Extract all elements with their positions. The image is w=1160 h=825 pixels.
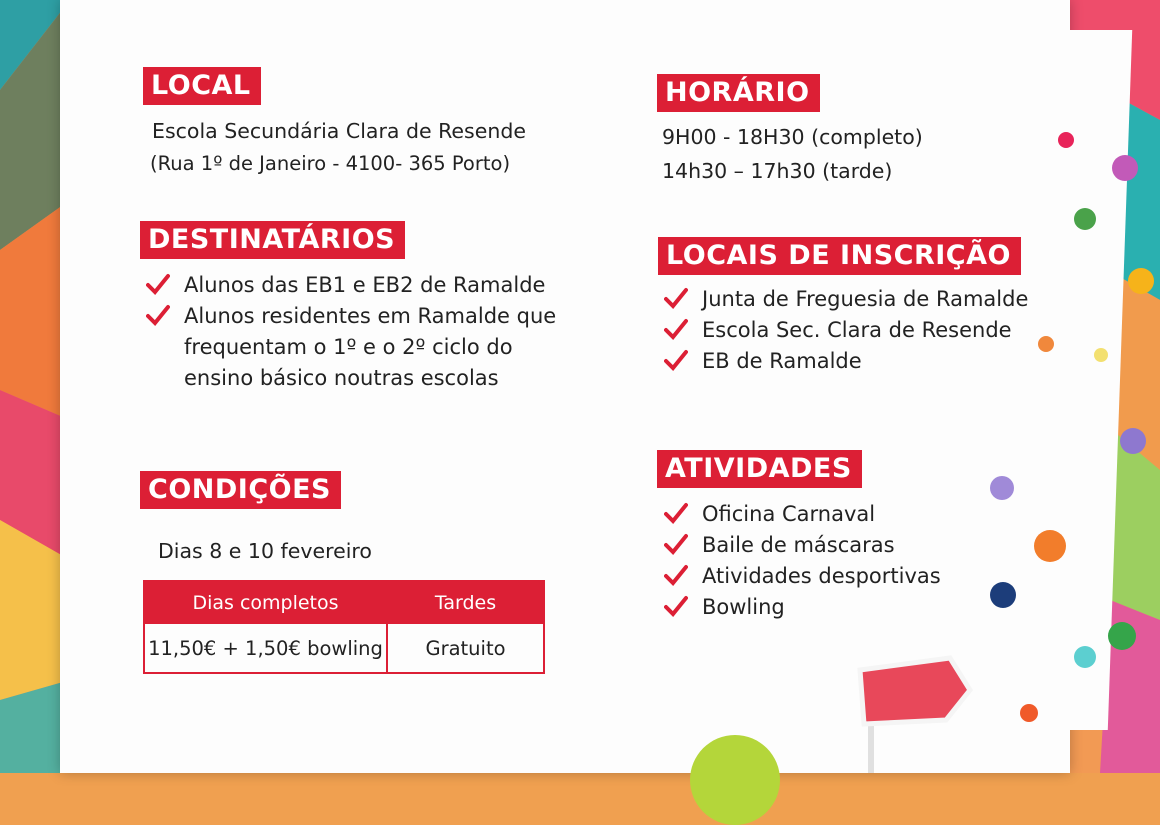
list-item-text: Bowling bbox=[702, 595, 785, 619]
atividades-list bbox=[660, 499, 941, 623]
check-icon bbox=[664, 563, 688, 587]
list-item-text: Oficina Carnaval bbox=[702, 502, 876, 526]
list-item bbox=[660, 530, 941, 561]
confetti-dot bbox=[1074, 208, 1096, 230]
horario-full-day: 9H00 - 18H30 (completo) bbox=[662, 125, 923, 149]
list-item bbox=[660, 284, 1028, 315]
destinatarios-heading: DESTINATÁRIOS bbox=[140, 221, 405, 259]
list-item-text: EB de Ramalde bbox=[702, 349, 862, 373]
list-item-text: Escola Sec. Clara de Resende bbox=[702, 318, 1012, 342]
inscricao-heading: LOCAIS DE INSCRIÇÃO bbox=[658, 237, 1021, 275]
list-item bbox=[660, 592, 941, 623]
confetti-dot bbox=[1074, 646, 1096, 668]
list-item-text: frequentam o 1º e o 2º ciclo do bbox=[184, 335, 513, 359]
confetti-dot bbox=[1128, 268, 1154, 294]
check-icon bbox=[664, 317, 688, 341]
confetti-dot bbox=[1020, 704, 1038, 722]
condicoes-heading: CONDIÇÕES bbox=[140, 471, 341, 509]
confetti-dot bbox=[990, 582, 1016, 608]
list-item-text: Alunos residentes em Ramalde que bbox=[184, 304, 557, 328]
confetti-dot bbox=[1038, 336, 1054, 352]
local-address-line1: Escola Secundária Clara de Resende bbox=[152, 119, 526, 143]
confetti-dot bbox=[1112, 155, 1138, 181]
check-icon bbox=[664, 286, 688, 310]
check-icon bbox=[664, 594, 688, 618]
list-item bbox=[142, 301, 556, 332]
flag-icon bbox=[850, 650, 990, 773]
confetti-dot bbox=[1108, 622, 1136, 650]
local-heading: LOCAL bbox=[143, 67, 261, 105]
list-item bbox=[660, 499, 941, 530]
condicoes-dates: Dias 8 e 10 fevereiro bbox=[158, 539, 372, 563]
list-item-text: Junta de Freguesia de Ramalde bbox=[702, 287, 1029, 311]
check-icon bbox=[664, 532, 688, 556]
confetti-dot bbox=[1120, 428, 1146, 454]
confetti-dot bbox=[1094, 348, 1108, 362]
list-item-text: Alunos das EB1 e EB2 de Ramalde bbox=[184, 273, 546, 297]
list-item-text: ensino básico noutras escolas bbox=[184, 366, 499, 390]
list-item bbox=[660, 346, 1028, 377]
horario-heading: HORÁRIO bbox=[657, 74, 820, 112]
ball-decoration bbox=[690, 735, 780, 825]
table-header-afternoons: Tardes bbox=[388, 582, 543, 624]
list-item-text: Baile de máscaras bbox=[702, 533, 895, 557]
flyer-paper-edge bbox=[968, 30, 1132, 730]
list-item bbox=[660, 561, 941, 592]
atividades-heading: ATIVIDADES bbox=[657, 450, 862, 488]
list-item bbox=[142, 270, 556, 301]
check-icon bbox=[146, 272, 170, 296]
table-cell-full-days-price: 11,50€ + 1,50€ bowling bbox=[148, 637, 383, 660]
confetti-dot bbox=[1034, 530, 1066, 562]
confetti-dot bbox=[990, 476, 1014, 500]
confetti-dot bbox=[1058, 132, 1074, 148]
destinatarios-list bbox=[142, 270, 556, 394]
table-header-full-days: Dias completos bbox=[145, 582, 386, 624]
list-item-text: Atividades desportivas bbox=[702, 564, 941, 588]
inscricao-list bbox=[660, 284, 1028, 377]
check-icon bbox=[146, 303, 170, 327]
table-cell-afternoons-price: Gratuito bbox=[425, 637, 506, 660]
local-address-line2: (Rua 1º de Janeiro - 4100- 365 Porto) bbox=[150, 152, 511, 175]
check-icon bbox=[664, 348, 688, 372]
check-icon bbox=[664, 501, 688, 525]
horario-afternoon: 14h30 – 17h30 (tarde) bbox=[662, 159, 893, 183]
prices-table bbox=[143, 580, 545, 674]
list-item bbox=[660, 315, 1028, 346]
list-item bbox=[142, 363, 556, 394]
list-item bbox=[142, 332, 556, 363]
